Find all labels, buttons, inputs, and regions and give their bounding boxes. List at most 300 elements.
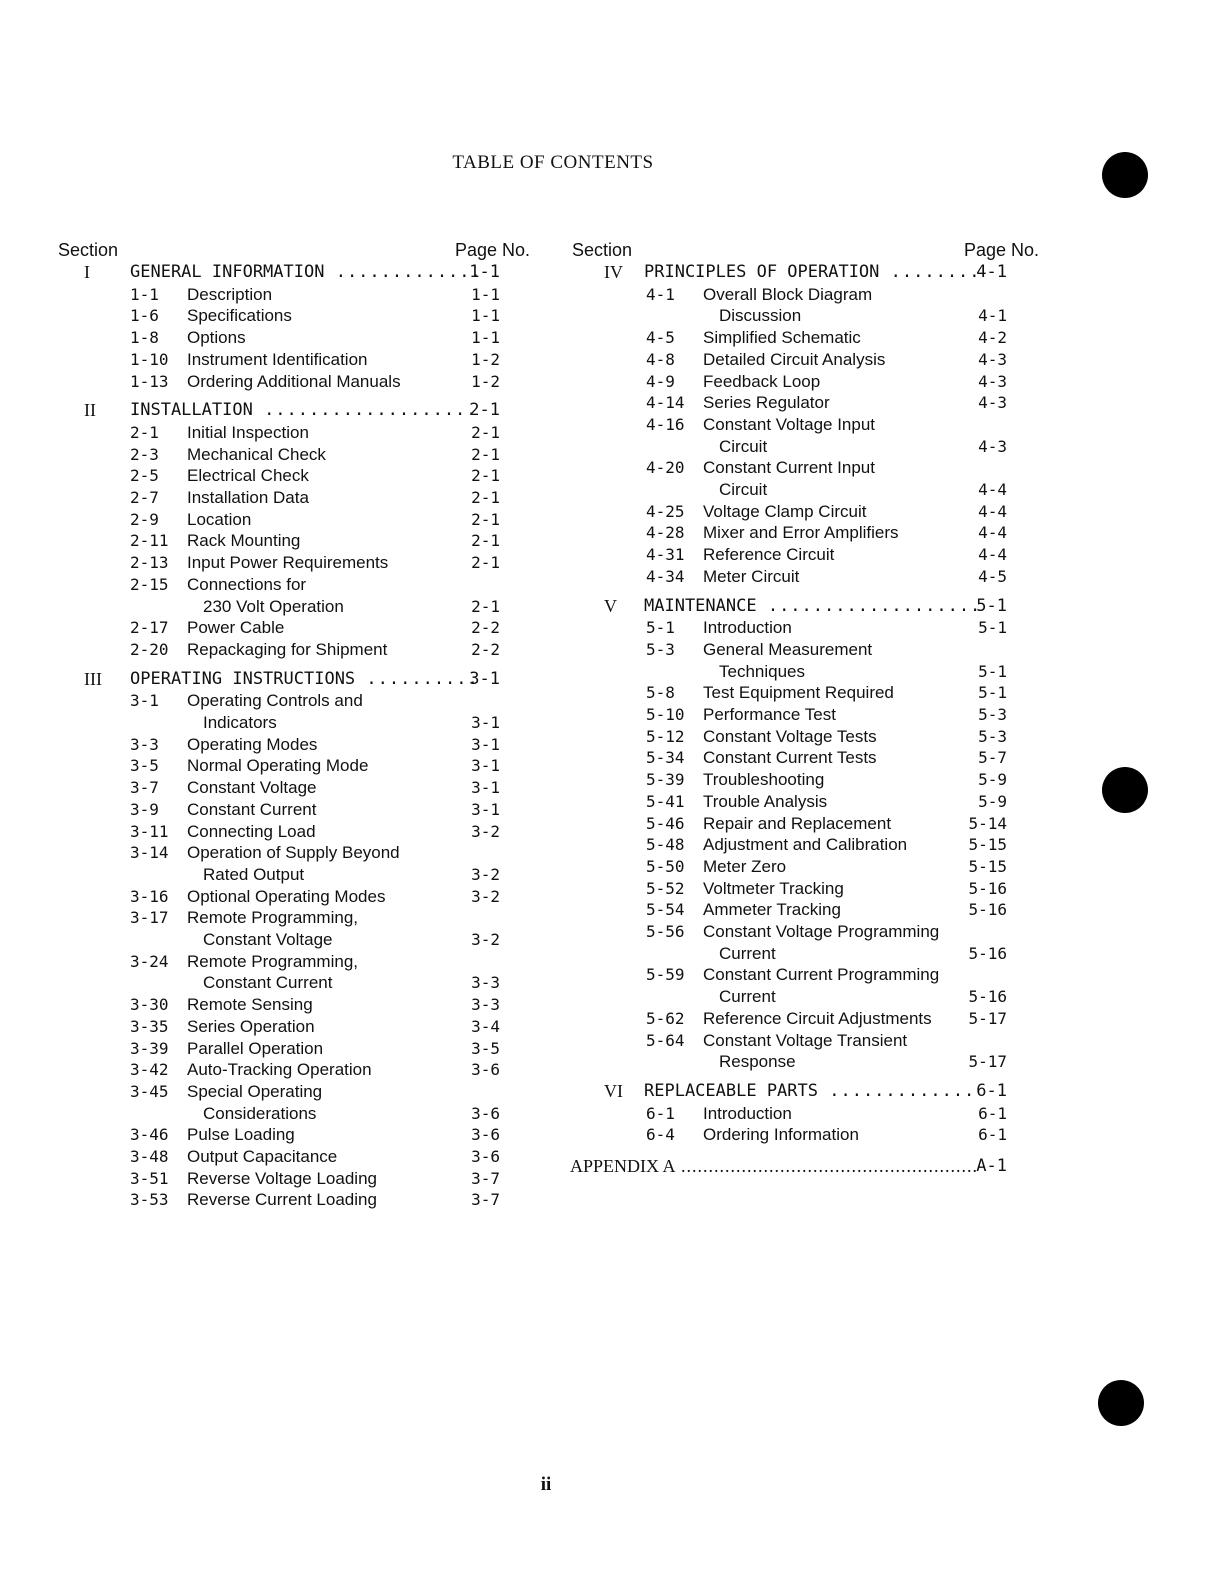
section-heading-row	[570, 262, 1045, 284]
entry-number: 4-1	[646, 284, 675, 304]
entry-title-line: Test Equipment Required	[703, 683, 894, 703]
entry-number: 2-11	[130, 531, 169, 551]
entry-number: 3-48	[130, 1147, 169, 1167]
section-numeral: IV	[604, 262, 623, 282]
entry-page: 3-3	[471, 973, 500, 993]
column-header	[56, 240, 536, 262]
entry-title	[703, 834, 973, 856]
entry-title-line: Options	[187, 328, 246, 348]
entry-title-line: Remote Programming,	[187, 951, 359, 971]
entry-number: 5-56	[646, 922, 685, 942]
toc-entry	[570, 639, 1045, 682]
entry-title-line: Series Operation	[187, 1016, 315, 1036]
entry-page: 2-1	[471, 466, 500, 486]
toc-entry	[56, 465, 536, 487]
toc-section	[570, 262, 1045, 588]
entry-page: 6-1	[978, 1125, 1007, 1145]
entry-page: 2-1	[471, 509, 500, 529]
entry-number: 2-5	[130, 466, 159, 486]
entry-number: 2-15	[130, 574, 169, 594]
entry-title-line: Ordering Information	[703, 1125, 859, 1145]
entry-page: 1-2	[471, 371, 500, 391]
entry-page: 4-2	[978, 328, 1007, 348]
left-sections	[56, 262, 536, 1211]
entry-title	[703, 813, 973, 835]
entry-title	[703, 392, 973, 414]
page-header-label: Page No.	[963, 240, 1039, 260]
entry-title-line: Circuit	[719, 436, 768, 456]
entry-number: 5-59	[646, 965, 685, 985]
entry-title-line: Optional Operating Modes	[187, 886, 386, 906]
entry-title-line: Voltage Clamp Circuit	[703, 501, 867, 521]
entry-number: 2-17	[130, 618, 169, 638]
entry-title-line: Rack Mounting	[187, 531, 301, 551]
entry-title-line: Rated Output	[203, 864, 305, 884]
entry-page: 2-1	[471, 444, 500, 464]
section-page: 3-1	[469, 668, 500, 689]
entry-title	[187, 821, 447, 843]
entry-title	[187, 755, 447, 777]
section-numeral: V	[604, 595, 617, 616]
section-header-label: Section	[572, 240, 633, 260]
toc-entry	[56, 994, 536, 1016]
entry-title	[703, 617, 973, 639]
entry-title	[703, 284, 973, 327]
toc-entry	[56, 1016, 536, 1038]
toc-entry	[570, 878, 1045, 900]
entry-title-line: Power Cable	[187, 618, 285, 638]
entry-title	[187, 842, 447, 885]
entry-page: 5-9	[978, 770, 1007, 790]
entry-title	[703, 769, 973, 791]
entry-title	[703, 682, 973, 704]
entry-title-line: General Measurement	[703, 639, 873, 659]
entry-title	[703, 327, 973, 349]
page-number: ii	[540, 1474, 552, 1495]
entry-page: 2-1	[471, 488, 500, 507]
entry-title	[187, 1059, 447, 1081]
entry-title	[187, 327, 447, 349]
section-heading-row	[570, 1081, 1045, 1103]
entry-title	[187, 284, 447, 306]
toc-entry	[56, 799, 536, 821]
toc-section	[570, 596, 1045, 1073]
section-page: 6-1	[976, 1080, 1007, 1101]
entry-title	[187, 690, 447, 733]
entry-title-line: Ordering Additional Manuals	[187, 371, 401, 391]
entry-number: 5-41	[646, 791, 685, 811]
toc-entry	[570, 921, 1045, 964]
toc-section	[56, 400, 536, 660]
toc-entry	[56, 349, 536, 371]
entry-page: 1-1	[471, 284, 500, 304]
entry-title-line: Constant Voltage Transient	[703, 1030, 908, 1050]
entry-title-line: Special Operating	[187, 1081, 323, 1101]
entry-number: 4-20	[646, 458, 685, 478]
toc-entry	[570, 1124, 1045, 1146]
entry-title	[703, 1103, 973, 1125]
entry-title-line: Adjustment and Calibration	[703, 835, 908, 855]
section-numeral: II	[84, 400, 96, 421]
entry-number: 5-64	[646, 1030, 685, 1050]
section-title: REPLACEABLE PARTS .....	[644, 1081, 979, 1103]
entry-title	[703, 704, 973, 726]
entry-title-line: Constant Current	[203, 973, 333, 993]
appendix-title: APPENDIX A .....	[570, 1156, 979, 1178]
entry-number: 2-1	[130, 422, 159, 442]
entry-number: 4-25	[646, 501, 685, 521]
entry-number: 5-8	[646, 683, 675, 703]
entry-page: 3-6	[471, 1060, 500, 1080]
entry-number: 5-50	[646, 856, 685, 876]
entry-number: 2-13	[130, 553, 169, 573]
toc-entry	[56, 1189, 536, 1211]
toc-entry	[570, 392, 1045, 414]
toc-entry	[56, 1124, 536, 1146]
entry-title	[703, 1030, 973, 1073]
entry-title-line: Pulse Loading	[187, 1125, 295, 1145]
section-heading-row	[56, 400, 536, 422]
entry-page: 3-1	[471, 713, 500, 733]
entry-title-line: Techniques	[719, 661, 806, 681]
entry-number: 4-5	[646, 328, 675, 348]
toc-entry	[570, 747, 1045, 769]
entry-number: 3-39	[130, 1038, 169, 1058]
entry-title-line: Electrical Check	[187, 466, 309, 486]
entry-number: 3-46	[130, 1125, 169, 1145]
entry-title	[187, 1038, 447, 1060]
entry-number: 3-45	[130, 1081, 169, 1101]
toc-entry	[56, 530, 536, 552]
entry-page: 2-2	[471, 639, 500, 659]
entry-title	[703, 544, 973, 566]
toc-entry	[570, 349, 1045, 371]
section-numeral: VI	[604, 1080, 623, 1101]
entry-title	[703, 414, 973, 457]
toc-entry	[56, 487, 536, 509]
entry-title	[187, 1168, 447, 1190]
entry-page: 5-1	[978, 618, 1007, 638]
entry-page: 4-3	[978, 393, 1007, 413]
entry-title-line: Connections for	[187, 574, 307, 594]
entry-number: 3-1	[130, 691, 159, 711]
entry-title-line: Trouble Analysis	[703, 791, 828, 811]
entry-title-line: Constant Current Tests	[703, 748, 877, 768]
section-page: 2-1	[469, 400, 500, 421]
entry-title	[703, 501, 973, 523]
column-header	[570, 240, 1045, 262]
toc-entry	[56, 907, 536, 950]
entry-title	[187, 487, 447, 509]
entry-page: 5-3	[978, 726, 1007, 746]
entry-title-line: Instrument Identification	[187, 349, 368, 369]
entry-number: 1-1	[130, 284, 159, 304]
entry-number: 3-11	[130, 821, 169, 841]
entry-page: 5-14	[968, 813, 1007, 833]
binder-hole-top	[1102, 152, 1148, 198]
toc-entry	[570, 617, 1045, 639]
entry-page: 3-5	[471, 1038, 500, 1058]
section-title: PRINCIPLES OF OPERATION .....	[644, 262, 979, 284]
entry-title	[703, 1124, 973, 1146]
section-page: 1-1	[469, 262, 500, 282]
entry-title-line: Performance Test	[703, 705, 836, 725]
entry-page: 3-2	[471, 886, 500, 906]
entry-title-line: Constant Voltage	[187, 778, 317, 798]
entry-page: 5-7	[978, 748, 1007, 768]
entry-number: 5-39	[646, 770, 685, 790]
entry-title-line: Repair and Replacement	[703, 813, 892, 833]
toc-entry	[570, 813, 1045, 835]
entry-title	[187, 509, 447, 531]
entry-title	[187, 530, 447, 552]
entry-title-line: Reverse Voltage Loading	[187, 1168, 377, 1188]
section-title: OPERATING INSTRUCTIONS .....	[130, 669, 478, 691]
entry-title-line: Reference Circuit Adjustments	[703, 1008, 932, 1028]
toc-entry	[570, 1103, 1045, 1125]
entry-title-line: Indicators	[203, 713, 277, 733]
entry-page: 2-1	[471, 531, 500, 551]
entry-title	[187, 574, 447, 617]
entry-page: 4-4	[978, 480, 1007, 500]
section-numeral: I	[84, 262, 90, 282]
toc-entry	[570, 414, 1045, 457]
toc-entry	[570, 1030, 1045, 1073]
toc-entry	[56, 755, 536, 777]
entry-page: 3-6	[471, 1147, 500, 1167]
entry-title-line: 230 Volt Operation	[203, 596, 344, 616]
entry-number: 5-34	[646, 748, 685, 768]
entry-page: 1-2	[471, 349, 500, 369]
entry-number: 5-3	[646, 639, 675, 659]
entry-number: 4-16	[646, 414, 685, 434]
toc-entry	[56, 617, 536, 639]
entry-title-line: Circuit	[719, 480, 768, 500]
toc-entry	[570, 1008, 1045, 1030]
entry-number: 3-30	[130, 995, 169, 1015]
toc-entry	[56, 1059, 536, 1081]
entry-number: 3-17	[130, 908, 169, 928]
toc-entry	[56, 552, 536, 574]
entry-title-line: Operation of Supply Beyond	[187, 843, 400, 863]
section-numeral: III	[84, 668, 102, 689]
entry-title-line: Considerations	[203, 1103, 317, 1123]
entry-page: 3-6	[471, 1103, 500, 1123]
toc-entry	[56, 734, 536, 756]
entry-page: 5-9	[978, 791, 1007, 811]
entry-title	[703, 964, 973, 1007]
entry-page: 5-17	[968, 1052, 1007, 1072]
entry-page: 3-3	[471, 995, 500, 1015]
toc-entry	[56, 1168, 536, 1190]
entry-number: 3-7	[130, 778, 159, 798]
toc-entry	[570, 682, 1045, 704]
section-page: 5-1	[976, 595, 1007, 616]
toc-entry	[570, 834, 1045, 856]
entry-title	[187, 444, 447, 466]
section-title: INSTALLATION .....	[130, 400, 478, 422]
entry-number: 3-3	[130, 734, 159, 754]
toc-entry	[570, 501, 1045, 523]
binder-hole-bottom	[1098, 1380, 1144, 1426]
entry-title-line: Description	[187, 284, 273, 304]
entry-title	[187, 617, 447, 639]
entry-number: 4-9	[646, 371, 675, 391]
entry-number: 6-1	[646, 1103, 675, 1123]
entry-number: 2-3	[130, 444, 159, 464]
entry-title	[703, 899, 973, 921]
entry-number: 5-1	[646, 618, 675, 638]
entry-title	[187, 639, 447, 661]
entry-page: 2-1	[471, 422, 500, 442]
entry-title-line: Installation Data	[187, 488, 309, 507]
entry-number: 3-51	[130, 1168, 169, 1188]
section-heading-row	[56, 262, 536, 284]
entry-number: 2-7	[130, 488, 159, 507]
entry-title-line: Repackaging for Shipment	[187, 639, 388, 659]
appendix-row	[570, 1156, 1045, 1178]
entry-page: 3-2	[471, 864, 500, 884]
entry-page: 3-2	[471, 821, 500, 841]
toc-entry	[570, 856, 1045, 878]
entry-page: 4-5	[978, 566, 1007, 586]
entry-title-line: Constant Voltage Programming	[703, 922, 940, 942]
entry-page: 5-16	[968, 878, 1007, 898]
entry-page: 5-3	[978, 705, 1007, 725]
section-title: GENERAL INFORMATION .....	[130, 262, 478, 284]
entry-title-line: Introduction	[703, 1103, 792, 1123]
toc-entry	[570, 371, 1045, 393]
entry-number: 4-14	[646, 393, 685, 413]
entry-title-line: Troubleshooting	[703, 770, 825, 790]
entry-title-line: Meter Zero	[703, 856, 787, 876]
toc-entry	[570, 704, 1045, 726]
entry-page: 2-1	[471, 596, 500, 616]
entry-title-line: Parallel Operation	[187, 1038, 324, 1058]
entry-title-line: Auto-Tracking Operation	[187, 1060, 372, 1080]
entry-title	[187, 349, 447, 371]
entry-page: 5-16	[968, 987, 1007, 1007]
toc-section	[56, 262, 536, 392]
entry-number: 3-5	[130, 756, 159, 776]
entry-page: 5-15	[968, 856, 1007, 876]
entry-number: 4-34	[646, 566, 685, 586]
toc-entry	[570, 284, 1045, 327]
toc-entry	[56, 842, 536, 885]
entry-title-line: Voltmeter Tracking	[703, 878, 844, 898]
entry-number: 5-52	[646, 878, 685, 898]
entry-number: 3-9	[130, 799, 159, 819]
entry-title-line: Normal Operating Mode	[187, 756, 369, 776]
toc-entry	[570, 791, 1045, 813]
entry-number: 1-6	[130, 306, 159, 326]
entry-page: 3-6	[471, 1125, 500, 1145]
entry-page: 5-17	[968, 1008, 1007, 1028]
section-title: MAINTENANCE .....	[644, 596, 979, 618]
entry-title-line: Mechanical Check	[187, 444, 326, 464]
toc-entry	[570, 566, 1045, 588]
entry-title	[187, 907, 447, 950]
entry-page: 1-1	[471, 328, 500, 348]
toc-entry	[56, 284, 536, 306]
entry-number: 1-8	[130, 328, 159, 348]
entry-title	[703, 457, 973, 500]
entry-page: 4-1	[978, 306, 1007, 326]
entry-number: 4-31	[646, 545, 685, 565]
entry-title-line: Remote Sensing	[187, 995, 313, 1015]
entry-number: 5-54	[646, 900, 685, 920]
entry-title-line: Reference Circuit	[703, 545, 835, 565]
entry-number: 2-20	[130, 639, 169, 659]
section-heading-row	[570, 596, 1045, 618]
entry-page: 4-4	[978, 545, 1007, 565]
toc-entry	[570, 457, 1045, 500]
toc-entry	[56, 821, 536, 843]
entry-title-line: Operating Modes	[187, 734, 318, 754]
section-header-label: Section	[58, 240, 119, 260]
toc-entry	[570, 964, 1045, 1007]
entry-title	[703, 566, 973, 588]
appendix-page: A-1	[976, 1156, 1007, 1177]
toc-entry	[56, 1038, 536, 1060]
section-heading-row	[56, 669, 536, 691]
toc-right-column	[570, 240, 1045, 1178]
entry-number: 3-16	[130, 886, 169, 906]
entry-title	[187, 465, 447, 487]
entry-page: 3-1	[471, 778, 500, 798]
entry-title-line: Discussion	[719, 306, 802, 326]
toc-entry	[56, 509, 536, 531]
entry-page: 3-4	[471, 1016, 500, 1036]
entry-title-line: Simplified Schematic	[703, 328, 861, 348]
entry-title-line: Current	[719, 943, 776, 963]
entry-title	[187, 1016, 447, 1038]
entry-page: 3-1	[471, 799, 500, 819]
entry-page: 1-1	[471, 306, 500, 326]
entry-page: 3-7	[471, 1168, 500, 1188]
entry-title-line: Initial Inspection	[187, 422, 309, 442]
entry-title	[703, 371, 973, 393]
entry-number: 3-24	[130, 951, 169, 971]
entry-number: 3-53	[130, 1190, 169, 1210]
entry-title	[703, 747, 973, 769]
entry-title	[187, 1124, 447, 1146]
entry-page: 2-1	[471, 553, 500, 573]
toc-entry	[56, 305, 536, 327]
entry-title-line: Remote Programming,	[187, 908, 359, 928]
toc-entry	[56, 639, 536, 661]
entry-page: 3-1	[471, 734, 500, 754]
entry-number: 5-62	[646, 1008, 685, 1028]
entry-number: 5-48	[646, 835, 685, 855]
entry-title-line: Overall Block Diagram	[703, 284, 873, 304]
entry-title-line: Specifications	[187, 306, 292, 326]
entry-number: 1-13	[130, 371, 169, 391]
toc-entry	[56, 777, 536, 799]
toc-entry	[56, 690, 536, 733]
entry-number: 3-35	[130, 1016, 169, 1036]
entry-title	[187, 422, 447, 444]
toc-entry	[56, 886, 536, 908]
entry-title-line: Introduction	[703, 618, 792, 638]
entry-title	[703, 856, 973, 878]
toc-entry	[570, 522, 1045, 544]
entry-title-line: Response	[719, 1052, 796, 1072]
entry-title	[187, 799, 447, 821]
entry-title	[187, 552, 447, 574]
entry-title-line: Mixer and Error Amplifiers	[703, 523, 899, 543]
entry-number: 3-42	[130, 1060, 169, 1080]
